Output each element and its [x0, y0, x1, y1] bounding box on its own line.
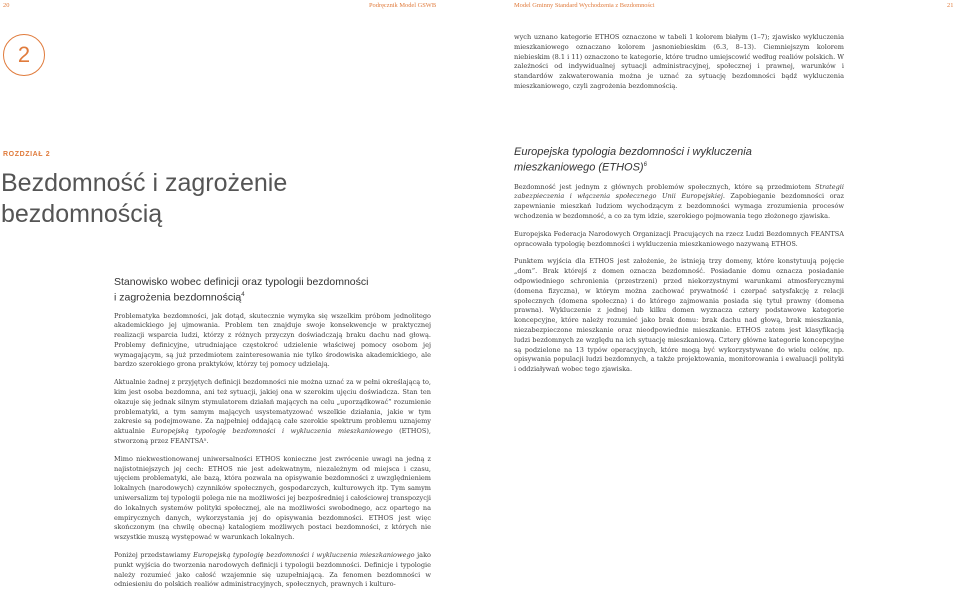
- right-paragraph-3: Punktem wyjścia dla ETHOS jest założenie, że istnieją trzy domeny, które konstytuują pojęcie „dom”. Brak którejś z domen oznacza bezdomność. Posiadanie domu oznacza posiadanie odpowiedniego schronienia (przestrzeni) przed niekorzystnymi warunkami atmosferycznymi (domena fizyczna), w którym można zachować prywatność i czerpać satysfakcję z relacji społecznych (domena społeczna) i do którego zajmowania posiada się tytuł prawny (domena prawna). Wykluczenie z jednej lub kilku domen wyznacza cztery podstawowe kategorie koncepcyjne, które należy rozumieć jako brak domu: brak dachu nad głową, brak mieszkania, niezabezpieczone mieszkanie oraz nieodpowiednie mieszkanie. ETHOS zatem jest klasyfikacją ludzi bezdomnych ze względu na ich sytuację mieszkaniową. Cztery główne kategorie koncepcyjne są podzielone na 13 typów operacyjnych, które mogą być wykorzystywane do wielu celów, np. opisywania populacji ludzi bezdomnych, a także projektowania, monitorowania i ewaluacji polityki i oddziaływań wobec tego zjawiska.: [514, 257, 844, 374]
- left-paragraph-2-text-a: Aktualnie żadnej z przyjętych definicji bezdomności nie można uznać za w pełni określającą to, kim jest osoba bezdomna, ani też sytuacji, jakiej ona w szerokim ujęciu doświadcza. Stan ten okazuje się jednak silnym stymulatorem działań mających na celu „uporządkować” rozumienie problematyki, a tym samym mających usystematyzować wszelkie działania, jakie w tym zakresie są podejmowane. Za najpełniej oddającą całe szerokie spektrum problemu uznajemy aktualnie: [114, 378, 431, 436]
- right-top-paragraph-block: [514, 33, 844, 92]
- right-section-title-line1: Europejska typologia bezdomności i wykluczenia: [514, 146, 752, 158]
- right-section: [514, 146, 844, 375]
- chapter-title-line1: Bezdomność i zagrożenie: [1, 169, 288, 197]
- chapter-title: [1, 168, 287, 230]
- left-paragraph-2-text-b: (ETHOS), stworzoną przez FEANTSA⁵.: [114, 427, 431, 446]
- right-paragraph-1-italic: Strategii zabezpieczenia i włączenia społecznego Unii Europejskiej: [514, 182, 844, 201]
- left-paragraph-2: [114, 378, 431, 447]
- right-paragraph-2: Europejska Federacja Narodowych Organizacji Pracujących na rzecz Ludzi Bezdomnych FEANTSA opracowała typologię bezdomności i wykluczenia mieszkaniowego nazywaną ETHOS.: [514, 229, 844, 248]
- left-paragraph-1: Problematyka bezdomności, jak dotąd, skutecznie wymyka się wszelkim próbom jednolitego akademickiego jej ujmowania. Problem ten znajduje swoje konsekwencje w praktycznej realizacji wsparcia ludzi, którzy z różnych przyczyn doświadczają braku dachu nad głową. Problemy definicyjne, utrudniające częstokroć udzielenie właściwej pomocy osobom jej wymagającym, są już przedmiotem zainteresowania nie tylko środowiska akademickiego, ale bardzo szerokiego grona praktyków, którzy tej pomocy udzielają.: [114, 311, 431, 369]
- left-paragraph-4: [114, 551, 431, 590]
- left-section: [114, 276, 431, 590]
- running-title-left: Podręcznik Model GSWB: [369, 2, 437, 9]
- right-paragraph-1-text-a: Bezdomność jest jednym z głównych problemów społecznych, które są przedmiotem: [514, 182, 815, 191]
- left-section-title-line1: Stanowisko wobec definicji oraz typologii bezdomności: [114, 276, 369, 288]
- running-title-right: Model Gminny Standard Wychodzenia z Bezdomności: [514, 2, 655, 9]
- right-section-title-text: mieszkaniowego (ETHOS): [514, 161, 644, 174]
- left-paragraph-3: Mimo niekwestionowanej uniwersalności ETHOS konieczne jest zwrócenie uwagi na jedną z najistotniejszych jej cech: ETHOS nie jest adekwatnym, niezależnym od miejsca i czasu, ujęciem problematyki, ale bazą, która pozwala na opisywanie bezdomności z uwzględnieniem lokalnych (narodowych) czynników społecznych, gospodarczych, kulturowych itp. Tym samym uniwersalizm tej typologii polega nie na możliwości jej bezpośredniej i całościowej transpozycji do lokalnych systemów polityki społecznej, ale na możliwości swobodnego, acz opartego na empirycznych danych, wykorzystania jej do opisywania bezdomności. ETHOS jest więc skończonym (na chwilę obecną) katalogiem możliwych postaci bezdomności, z których nie wszystkie muszą występować w warunkach lokalnych.: [114, 454, 431, 542]
- right-paragraph-1-text-b: . Zapobieganie bezdomności oraz zapewnianie mieszkań ludziom wychodzącym z bezdomności wymaga zrozumienia procesów wchodzenia w bezdomność, a co za tym idzie, szerokiego pojmowania tego złożonego zjawiska.: [514, 192, 844, 221]
- left-paragraph-4-text-b: jako punkt wyjścia do tworzenia narodowych definicji i typologii bezdomności. Definicje i typologie należy rozumieć jako całość wzajemnie się uzupełniającą. Za fenomen bezdomności w odniesieniu do polskich realiów administracyjnych, społecznych, prawnych i kulturo-: [114, 551, 431, 589]
- left-paragraph-4-italic: Europejską typologię bezdomności i wykluczenia mieszkaniowego: [193, 551, 415, 560]
- right-section-title-line2: [514, 159, 844, 175]
- chapter-number-badge: [3, 34, 45, 76]
- right-paragraph-1: [514, 183, 844, 222]
- left-paragraph-4-text-a: Poniżej przedstawiamy: [114, 551, 194, 560]
- page-number-left: 20: [3, 2, 10, 9]
- page-number-right: 21: [947, 2, 954, 9]
- chapter-label: ROZDZIAŁ 2: [3, 151, 51, 158]
- right-top-paragraph: wych uznano kategorie ETHOS oznaczone w tabeli 1 kolorem białym (1–7); zjawisko wykluczenia mieszkaniowego oznaczano kolorem jasnoniebieskim (6.3, 8–13). Ciemniejszym kolorem niebieskim (8.1 i 11) oznaczono te kategorie, które trudno umiejscowić według realiów polskich. W zależności od indywidualnej sytuacji administracyjnej, społecznej i prawnej, warunków i standardów zakwaterowania można je uznać za sytuację bezdomności bądź wykluczenia mieszkaniowego, czyli zagrożenia bezdomnością.: [514, 33, 844, 90]
- footnote-ref-4: 4: [241, 292, 245, 298]
- left-paragraph-2-italic: Europejską typologię bezdomności i wykluczenia mieszkaniowego: [151, 427, 393, 436]
- footnote-ref-6: 6: [643, 162, 647, 168]
- left-section-title-line2: [114, 289, 431, 305]
- left-section-title-text: i zagrożenia bezdomnością: [114, 291, 242, 304]
- chapter-number: 2: [17, 42, 31, 67]
- chapter-title-line2: bezdomnością: [1, 200, 163, 228]
